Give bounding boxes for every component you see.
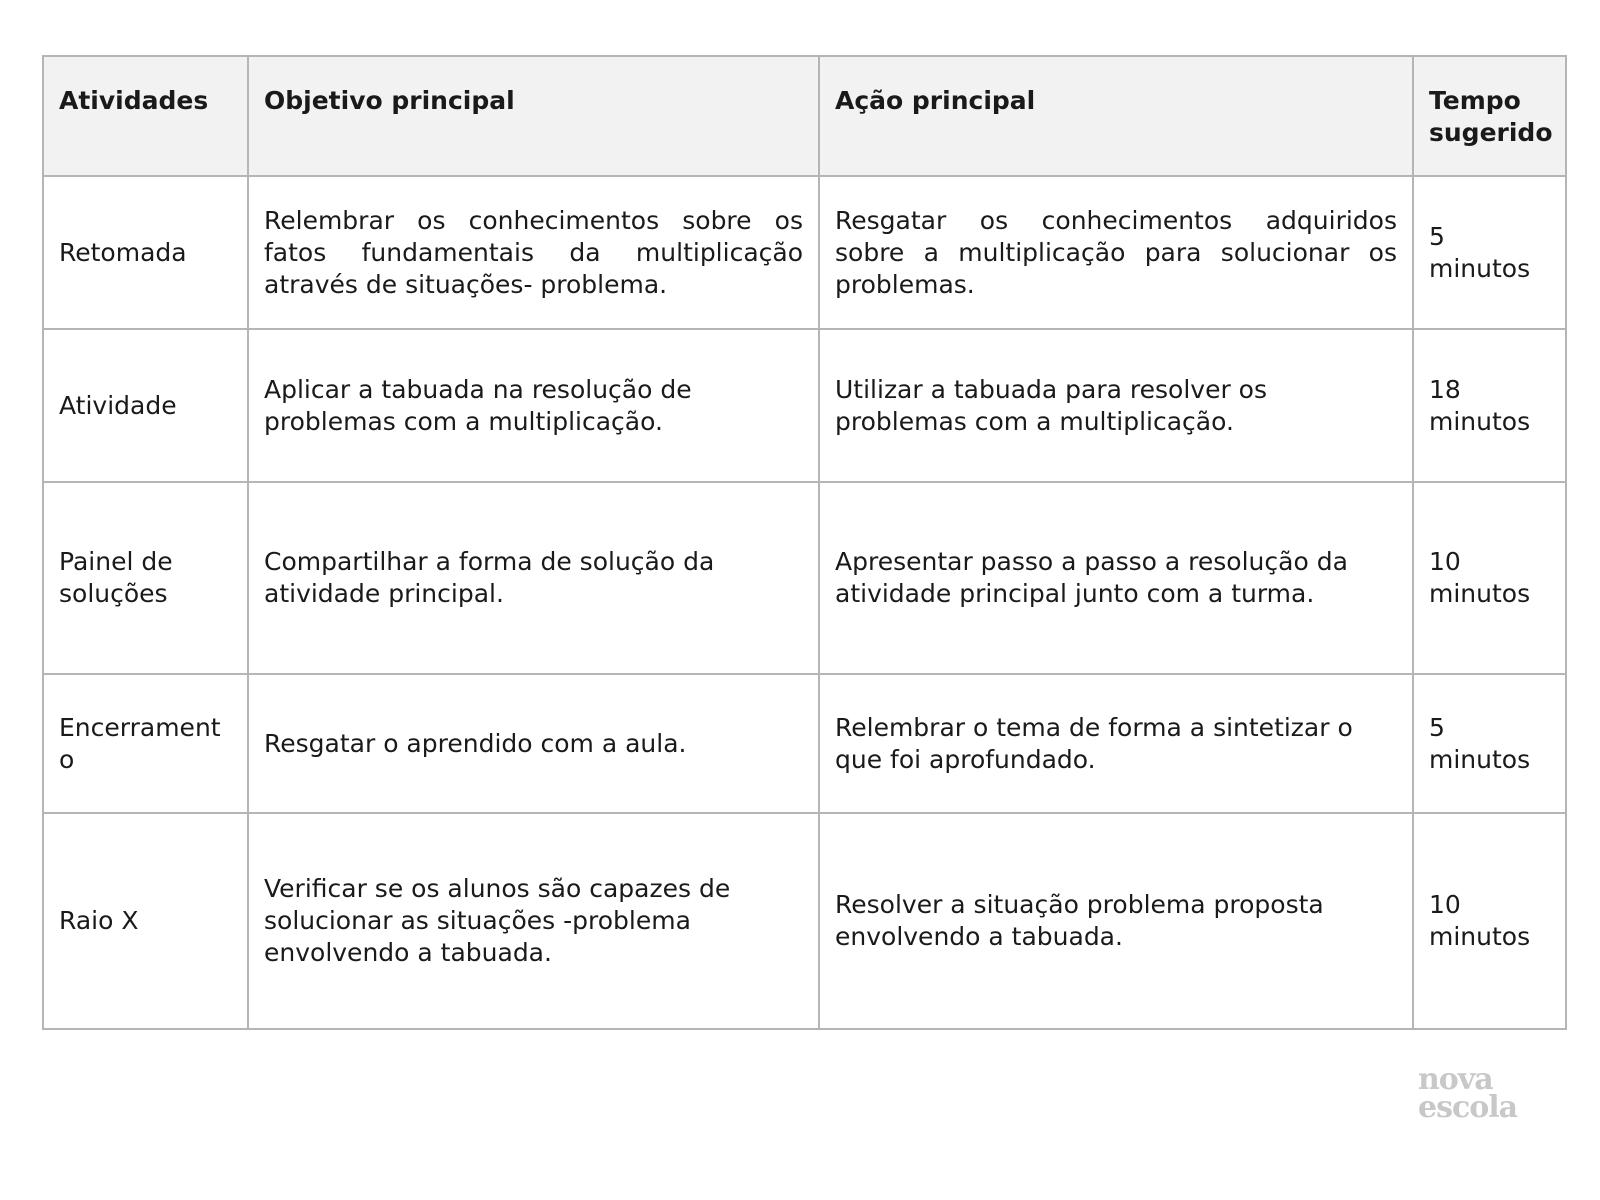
table-row [43, 329, 1566, 482]
table-header [43, 56, 1566, 176]
table-row [43, 482, 1566, 674]
header-tempo-sugerido: Tempo sugerido [1413, 56, 1566, 176]
cell-acao: Relembrar o tema de forma a sintetizar o que foi aprofundado. [819, 674, 1413, 813]
cell-acao: Apresentar passo a passo a resolução da atividade principal junto com a turma. [819, 482, 1413, 674]
cell-acao: Resgatar os conhecimentos adquiridos sobre a multiplicação para solucionar os problemas. [819, 176, 1413, 329]
table-row [43, 176, 1566, 329]
cell-acao: Utilizar a tabuada para resolver os problemas com a multiplicação. [819, 329, 1413, 482]
cell-atividade: Encerramento [43, 674, 248, 813]
logo-line-escola: escola [1418, 1090, 1518, 1125]
header-acao-principal: Ação principal [819, 56, 1413, 176]
cell-objetivo: Relembrar os conhecimentos sobre os fatos fundamentais da multiplicação através de situações- problema. [248, 176, 819, 329]
logo-line-nova: nova [1418, 1062, 1493, 1097]
cell-tempo: 10 minutos [1413, 482, 1566, 674]
table-row [43, 674, 1566, 813]
header-atividades: Atividades [43, 56, 248, 176]
cell-acao: Resolver a situação problema proposta envolvendo a tabuada. [819, 813, 1413, 1029]
header-objetivo-principal: Objetivo principal [248, 56, 819, 176]
cell-objetivo: Verificar se os alunos são capazes de solucionar as situações -problema envolvendo a tabuada. [248, 813, 819, 1029]
cell-atividade: Retomada [43, 176, 248, 329]
cell-atividade: Raio X [43, 813, 248, 1029]
cell-tempo: 5 minutos [1413, 674, 1566, 813]
cell-objetivo: Compartilhar a forma de solução da atividade principal. [248, 482, 819, 674]
header-row [43, 56, 1566, 176]
cell-tempo: 5 minutos [1413, 176, 1566, 329]
nova-escola-logo [1418, 1062, 1518, 1125]
table-body [43, 176, 1566, 1029]
table-row [43, 813, 1566, 1029]
cell-tempo: 10 minutos [1413, 813, 1566, 1029]
cell-objetivo: Aplicar a tabuada na resolução de problemas com a multiplicação. [248, 329, 819, 482]
cell-atividade: Atividade [43, 329, 248, 482]
cell-tempo: 18 minutos [1413, 329, 1566, 482]
lesson-plan-table [42, 55, 1567, 1030]
cell-atividade: Painel de soluções [43, 482, 248, 674]
cell-objetivo: Resgatar o aprendido com a aula. [248, 674, 819, 813]
